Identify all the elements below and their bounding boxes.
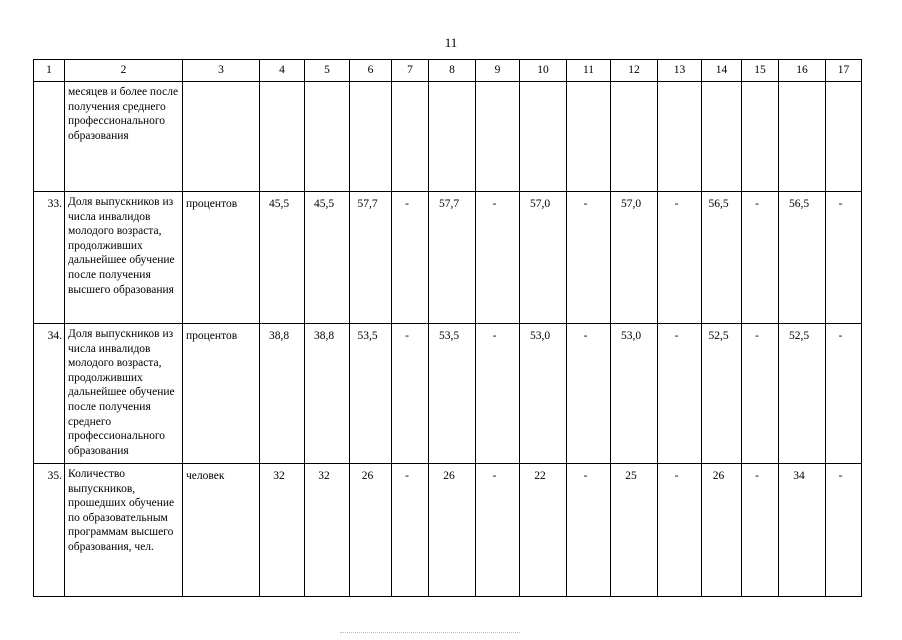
value-cell (520, 464, 567, 597)
value-cell (429, 464, 476, 597)
value-cell (742, 192, 779, 324)
value-cell (476, 82, 520, 192)
value-cell (476, 192, 520, 324)
value-text: 38,8 (313, 330, 335, 342)
column-number: 15 (742, 60, 779, 82)
table-row (34, 324, 862, 464)
value-cell (260, 192, 305, 324)
value-text: 53,0 (620, 330, 642, 342)
row-number: 33. (34, 192, 65, 324)
value-cell (392, 82, 429, 192)
column-number: 2 (65, 60, 183, 82)
value-text: - (405, 198, 409, 210)
column-number: 17 (826, 60, 862, 82)
value-cell (476, 464, 520, 597)
value-cell (305, 464, 350, 597)
value-text: - (674, 470, 679, 482)
value-text: 52,5 (788, 330, 810, 342)
value-cell (742, 464, 779, 597)
value-cell (260, 324, 305, 464)
column-number: 5 (305, 60, 350, 82)
value-cell (260, 82, 305, 192)
column-number: 14 (702, 60, 742, 82)
value-cell (658, 324, 702, 464)
value-text: 57,7 (357, 198, 378, 210)
value-text: - (492, 470, 497, 482)
value-text: 26 (443, 470, 455, 482)
value-cell (658, 464, 702, 597)
value-text: - (838, 330, 843, 342)
value-cell (392, 324, 429, 464)
table-row (34, 192, 862, 324)
value-cell (702, 192, 742, 324)
value-cell (611, 82, 658, 192)
scan-artifact (340, 632, 520, 635)
column-number: 3 (183, 60, 260, 82)
value-text: 32 (273, 470, 285, 482)
column-number-row (34, 60, 862, 82)
value-cell (742, 324, 779, 464)
value-text: 45,5 (268, 198, 290, 210)
value-cell (779, 82, 826, 192)
unit-cell: процентов (183, 324, 260, 464)
value-cell (567, 464, 611, 597)
column-number: 8 (429, 60, 476, 82)
value-cell (611, 464, 658, 597)
value-cell (305, 324, 350, 464)
value-cell (567, 324, 611, 464)
value-cell (350, 324, 392, 464)
table-row (34, 82, 862, 192)
indicators-table (33, 59, 862, 597)
value-text: 38,8 (268, 330, 290, 342)
indicator-name: Количество выпускников, прошедших обучение по образовательным программам высшего образования, чел. (65, 464, 183, 597)
column-number: 6 (350, 60, 392, 82)
value-text: 26 (361, 470, 374, 482)
value-cell (392, 464, 429, 597)
value-cell (779, 464, 826, 597)
row-number: 34. (34, 324, 65, 464)
value-text: - (492, 198, 497, 210)
value-cell (779, 324, 826, 464)
value-text: - (838, 470, 843, 482)
value-text: - (405, 470, 409, 482)
value-text: - (674, 198, 679, 210)
unit-cell: процентов (183, 192, 260, 324)
value-text: - (583, 198, 588, 210)
value-text: - (583, 470, 588, 482)
value-cell (702, 324, 742, 464)
value-text: 53,5 (357, 330, 378, 342)
value-cell (429, 192, 476, 324)
value-text: - (755, 330, 759, 342)
value-text: 57,0 (620, 198, 642, 210)
column-number: 13 (658, 60, 702, 82)
value-text: - (405, 330, 409, 342)
value-cell (305, 82, 350, 192)
value-text: 34 (793, 470, 805, 482)
value-text: - (755, 198, 759, 210)
value-cell (611, 324, 658, 464)
value-cell (658, 82, 702, 192)
column-number: 11 (567, 60, 611, 82)
value-cell (611, 192, 658, 324)
value-cell (779, 192, 826, 324)
page-number: 11 (444, 35, 458, 50)
value-text: 57,0 (529, 198, 551, 210)
indicator-name: месяцев и более после получения среднего профессионального образования (65, 82, 183, 192)
value-text: - (492, 330, 497, 342)
value-text: 32 (318, 470, 330, 482)
value-cell (702, 82, 742, 192)
value-cell (350, 192, 392, 324)
row-number (34, 82, 65, 192)
value-text: - (755, 470, 759, 482)
value-cell (429, 82, 476, 192)
value-cell (520, 82, 567, 192)
unit-cell (183, 82, 260, 192)
table-row (34, 464, 862, 597)
value-cell (567, 82, 611, 192)
column-number: 16 (779, 60, 826, 82)
value-cell (260, 464, 305, 597)
value-cell (476, 324, 520, 464)
value-cell (520, 324, 567, 464)
value-cell (567, 192, 611, 324)
value-cell (742, 82, 779, 192)
column-number: 9 (476, 60, 520, 82)
value-text: 57,7 (438, 198, 460, 210)
value-text: - (838, 198, 843, 210)
table-body (34, 60, 862, 597)
value-cell (658, 192, 702, 324)
column-number: 10 (520, 60, 567, 82)
column-number: 1 (34, 60, 65, 82)
indicator-name: Доля выпускников из числа инвалидов молодого возраста, продолживших дальнейшее обучение после получения среднего профессионального образования (65, 324, 183, 464)
value-text: 22 (534, 470, 546, 482)
value-cell (826, 192, 862, 324)
value-cell (826, 464, 862, 597)
value-text: - (674, 330, 679, 342)
column-number: 12 (611, 60, 658, 82)
value-cell (520, 192, 567, 324)
value-cell (350, 82, 392, 192)
value-cell (702, 464, 742, 597)
value-text: 52,5 (708, 330, 729, 342)
value-text: - (583, 330, 588, 342)
value-cell (826, 324, 862, 464)
value-text: 26 (712, 470, 725, 482)
value-cell (305, 192, 350, 324)
value-cell (350, 464, 392, 597)
value-text: 56,5 (788, 198, 810, 210)
value-cell (826, 82, 862, 192)
value-cell (429, 324, 476, 464)
unit-cell: человек (183, 464, 260, 597)
column-number: 7 (392, 60, 429, 82)
column-number: 4 (260, 60, 305, 82)
indicator-name: Доля выпускников из числа инвалидов молодого возраста, продолживших дальнейшее обучение после получения высшего образования (65, 192, 183, 324)
value-text: 53,5 (438, 330, 460, 342)
value-text: 45,5 (313, 198, 335, 210)
row-number: 35. (34, 464, 65, 597)
value-cell (392, 192, 429, 324)
value-text: 25 (625, 470, 637, 482)
value-text: 53,0 (529, 330, 551, 342)
value-text: 56,5 (708, 198, 729, 210)
